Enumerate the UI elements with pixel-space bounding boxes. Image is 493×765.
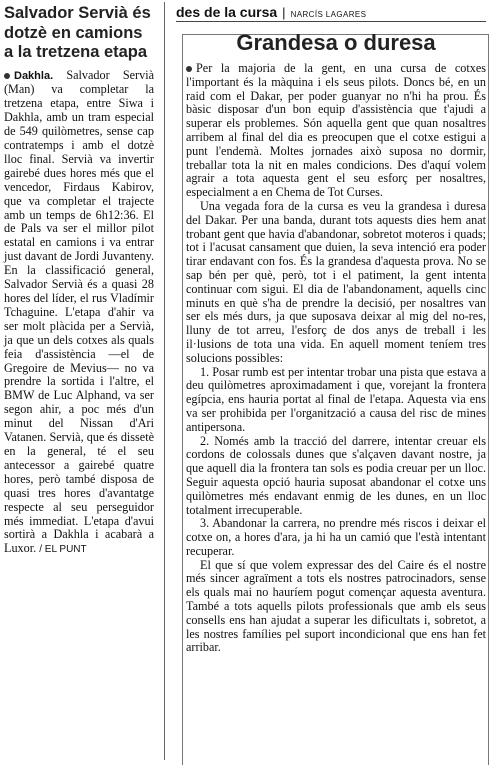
- paragraph: Una vegada fora de la cursa es veu la grandesa i duresa del Dakar. Per una banda, durant tots aquests dies hem anat trobant gent que havia d'abandonar, sobretot moteros i quads; tot i l'acusat cansament que duien, la seva intenció era poder tirar endavant con fos. És la grandesa d'aquesta prova. No se sap bén per què, però, tot i el patiment, la gent intenta continuar com sigui. El dia de l'abandonament, aquells cinc minuts en què s'ha de prendre la decisió, per nosaltres van ser els més durs, ja que suposava deixar al mig del no-res, lluny de tot arreu, l'esforç de dos anys de treball i les il·lusions de tota una vida. En aquell moment teníem tres solucions possibles:: [186, 198, 486, 365]
- left-article-source: / EL PUNT: [39, 544, 87, 556]
- column-divider: [164, 2, 165, 760]
- paragraph-text: Per la majoria de la gent, en una cursa de cotxes l'important és la màquina i els seus pilots. Doncs bé, en un raid com el Dakar, per poder guanyar no n'hi ha prou. És bàsic disposar d'un bon equip d'assistència que t'ajudi a superar els problemes. Són aquella gent que quan nosaltres arribem al final del dia es preocupen que el cotxe estigui a punt l'endemà. Moltes jornades això suposa no dormir, treballar tota la nit en males condicions. Des d'aquí volem agrair a tota aquesta gent el seu esforç per nosaltres, especialment a en Chema de Tot Curses.: [186, 61, 486, 200]
- left-article-lead: Dakhla.: [14, 69, 54, 82]
- left-article-body: [4, 69, 154, 558]
- left-article-text: Salvador Servià (Man) va completar la tretzena etapa, entre Siwa i Dakhla, amb un tram especial de 549 quilòmetres, sense cap contratemps i amb el dotzè lloc final. Servià va invertir gairebé dues hores més que el vencedor, Firdaus Kabirov, que va completar el trajecte amb un temps de 6h12:36. El de Pals va ser el millor pilot estatal en camions i va entrar just davant de Jordi Juvanteny. En la classificació general, Salvador Servià és a quasi 28 hores del líder, el rus Vladímir Tchaguine. L'etapa d'ahir va ser molt plàcida per a Servià, ja que un dels cotxes als quals feia d'assistència —el de Gregoire de Mevius— no va prendre la sortida i l'altre, el BMW de Luc Alphand, va ser segon ahir, a poc més d'un minut del Nissan d'Ari Vatanen. Servià, que és dissetè en la general, té el seu antecessor a gairebé quatre hores, però també disposa de quasi tres hores d'avantatge respecte al seu perseguidor més immediat. L'etapa d'avui sortirà a Dakhla i acabarà a Luxor.: [4, 67, 154, 556]
- right-article-body: [186, 62, 486, 655]
- paragraph: [186, 62, 486, 200]
- paragraph: 3. Abandonar la carrera, no prendre més riscos i deixar el cotxe on, a hores d'ara, ja hi ha un camió que l'està intentant recuperar.: [186, 516, 486, 558]
- left-article: [4, 4, 154, 557]
- bullet-icon: [186, 66, 192, 72]
- section-separator: |: [282, 5, 286, 20]
- paragraph: 1. Posar rumb est per intentar trobar una pista que estava a deu quilòmetres aproximadament i que, vorejant la frontera egípcia, ens hauria portat al final de l'etapa. Aquesta via ens va ser prohibida per l'organització a causa del risc de mines antipersona.: [186, 364, 486, 434]
- right-article: [176, 4, 486, 655]
- paragraph: 2. Només amb la tracció del darrere, intentar creuar els cordons de colossals dunes que s'alçaven davant nostre, ja que aquell dia la frontera tan sols es podia creuar per un lloc. Seguir aquesta opció hauria suposat abandonar el cotxe uns quilòmetres més endavant enmig de les dunes, en un lloc totalment irrecuperable.: [186, 433, 486, 517]
- left-article-title: Salvador Servià és dotzè en camions a la tretzena etapa: [4, 4, 151, 61]
- headline: Grandesa o duresa: [236, 30, 436, 55]
- author-name: NARCÍS LAGARES: [290, 10, 367, 19]
- section-header: [176, 4, 486, 22]
- paragraph: El que sí que volem expressar des del Caire és el nostre més sincer agraïment a tots els nostres patrocinadors, sense els quals mai no hauríem pogut començar aquesta aventura. També a tots aquells pilots professionals que amb els seus consells ens han ajudat a superar les dificultats i, sobretot, a les nostres famílies pel suport incondicional que ens han fet arribar.: [186, 557, 486, 655]
- bullet-icon: [4, 73, 10, 79]
- section-name: des de la cursa: [176, 4, 278, 20]
